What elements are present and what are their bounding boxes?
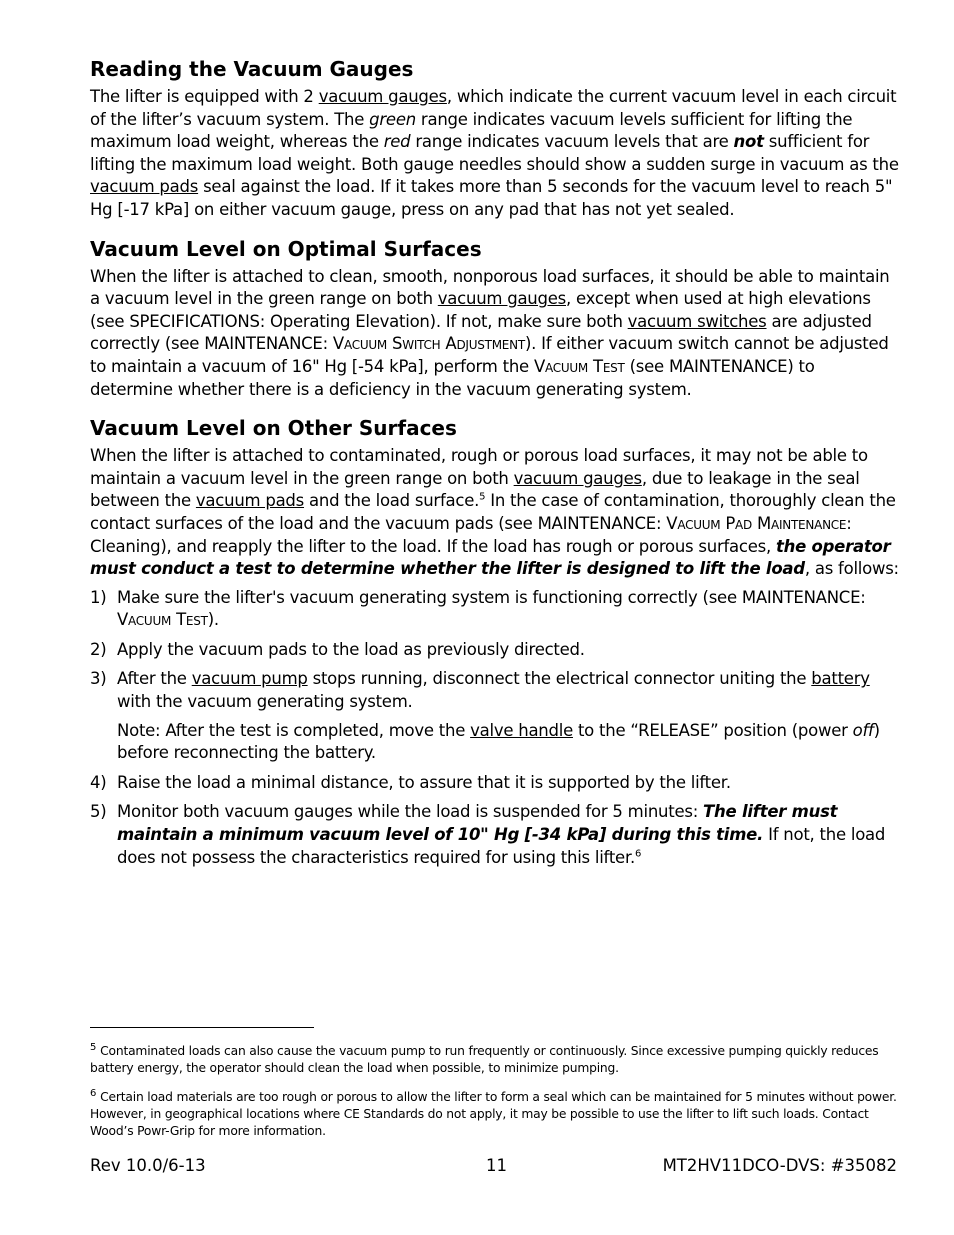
footnote-number: 6 bbox=[90, 1087, 97, 1099]
text: ) before reconnecting the battery. bbox=[117, 720, 880, 763]
term-vacuum-pads: vacuum pads bbox=[90, 177, 199, 197]
text: to the “RELEASE” position (power bbox=[572, 720, 853, 740]
page-footer bbox=[90, 1156, 897, 1180]
text: , except when used at high elevations (see SPECIFICATIONS: Operating Elevation). If not, make sure both bbox=[90, 289, 871, 331]
text: with the vacuum generating system. bbox=[117, 692, 413, 712]
term-vacuum-pads: vacuum pads bbox=[195, 491, 305, 511]
step-number: 5) bbox=[90, 802, 107, 822]
text: Apply the vacuum pads to the load as previously directed. bbox=[117, 639, 585, 659]
step-number: 3) bbox=[90, 669, 107, 689]
term-vacuum-gauges: vacuum gauges bbox=[437, 289, 566, 309]
text: are adjusted correctly (see MAINTENANCE: bbox=[90, 311, 872, 354]
emphasis-not: not bbox=[733, 132, 764, 152]
list-item bbox=[90, 639, 900, 662]
test-steps-list bbox=[90, 587, 900, 870]
text: (see MAINTENANCE) to determine whether there is a deficiency in the vacuum generating system. bbox=[90, 356, 815, 399]
ref-vacuum-test: Vacuum Test bbox=[533, 356, 625, 376]
emphasis-requirement: The lifter must maintain a minimum vacuum level of 10" Hg [-34 kPa] during this time. bbox=[117, 802, 838, 845]
step-number: 4) bbox=[90, 772, 107, 792]
paragraph-optimal-surfaces bbox=[90, 266, 900, 402]
text: , which indicate the current vacuum level in each circuit of the lifter’s vacuum system. The bbox=[90, 87, 897, 129]
list-item bbox=[90, 587, 900, 632]
paragraph-other-surfaces bbox=[90, 445, 900, 581]
ref-vacuum-test: Vacuum Test bbox=[117, 610, 208, 630]
text: After the bbox=[117, 669, 192, 689]
footnote-number: 5 bbox=[90, 1041, 97, 1053]
text: seal against the load. If it takes more than 5 seconds for the vacuum level to reach 5" Hg [-17 kPa] on either vacuum gauge, press on any pad that has not yet sealed. bbox=[90, 177, 893, 219]
term-vacuum-gauges: vacuum gauges bbox=[513, 468, 642, 488]
term-vacuum-gauges: vacuum gauges bbox=[318, 87, 447, 106]
text: When the lifter is attached to clean, smooth, nonporous load surfaces, it should be able to maintain a vacuum level in the green range on both bbox=[90, 266, 890, 309]
term-valve-handle: valve handle bbox=[470, 720, 573, 740]
page-body bbox=[90, 56, 900, 876]
revision-label: Rev 10.0/6-13 bbox=[90, 1156, 206, 1175]
text: , as follows: bbox=[804, 559, 899, 579]
page-number: 11 bbox=[486, 1156, 507, 1175]
text: stops running, disconnect the electrical connector uniting the bbox=[307, 669, 812, 689]
footnote-5 bbox=[90, 1043, 900, 1077]
document-id: MT2HV11DCO-DVS: #35082 bbox=[662, 1156, 897, 1175]
emphasis-red: red bbox=[383, 132, 411, 152]
text: In the case of contamination, thoroughly clean the contact surfaces of the load and the vacuum pads (see MAINTENANCE: bbox=[90, 491, 896, 533]
term-vacuum-switches: vacuum switches bbox=[627, 311, 767, 331]
text: sufficient for lifting the maximum load weight. Both gauge needles should show a sudden surge in vacuum as the bbox=[90, 132, 899, 174]
text: ). bbox=[207, 610, 219, 630]
term-vacuum-pump: vacuum pump bbox=[191, 669, 308, 689]
footnote-ref-6: 6 bbox=[634, 848, 642, 860]
footnote-text: Certain load materials are too rough or porous to allow the lifter to form a seal which can be maintained for 5 minutes without power. However, in geographical locations where CE Standards do not apply, it may be possible to use the lifter to lift such loads. Contact Wood’s Powr-Grip for more information. bbox=[90, 1090, 897, 1138]
text: If not, the load does not possess the characteristics required for using this lifter. bbox=[117, 825, 886, 867]
footnote-separator bbox=[90, 1027, 314, 1028]
text: The lifter is equipped with 2 bbox=[90, 87, 319, 106]
text: range indicates vacuum levels sufficient for lifting the maximum load weight, whereas the bbox=[90, 109, 853, 152]
list-item bbox=[90, 668, 900, 764]
list-item bbox=[90, 801, 900, 869]
step-number: 1) bbox=[90, 587, 107, 607]
text: ). If either vacuum switch cannot be adjusted to maintain a vacuum of 16" Hg [-54 kPa], perform the bbox=[90, 334, 889, 376]
footnote-6 bbox=[90, 1089, 900, 1140]
term-battery: battery bbox=[811, 669, 870, 689]
heading-other-surfaces: Vacuum Level on Other Surfaces bbox=[90, 416, 457, 441]
text: , due to leakage in the seal between the bbox=[90, 468, 860, 511]
text: and the load surface. bbox=[304, 491, 480, 511]
heading-reading-vacuum-gauges: Reading the Vacuum Gauges bbox=[90, 57, 414, 81]
heading-optimal-surfaces: Vacuum Level on Optimal Surfaces bbox=[90, 236, 482, 261]
footnote-ref-5: 5 bbox=[479, 491, 486, 503]
text: When the lifter is attached to contaminated, rough or porous load surfaces, it may not be able to maintain a vacuum level in the green range on both bbox=[90, 446, 868, 488]
ref-vacuum-switch-adjustment: Vacuum Switch Adjustment bbox=[332, 334, 525, 354]
emphasis-green: green bbox=[369, 109, 416, 129]
text: Make sure the lifter's vacuum generating system is functioning correctly (see MAINTENANCE: bbox=[117, 587, 866, 607]
text: Raise the load a minimal distance, to assure that it is supported by the lifter. bbox=[117, 772, 731, 792]
emphasis-off: off bbox=[852, 720, 874, 740]
list-item bbox=[90, 772, 900, 795]
text: : Cleaning), and reapply the lifter to the load. If the load has rough or porous surfaces, bbox=[90, 513, 852, 556]
step-number: 2) bbox=[90, 639, 107, 659]
footnote-text: Contaminated loads can also cause the vacuum pump to run frequently or continuously. Since excessive pumping quickly reduces battery energy, the operator should clean the load when possible, to minimize pumping. bbox=[90, 1044, 879, 1075]
emphasis-operator-test: the operator must conduct a test to determine whether the lifter is designed to lift the load bbox=[90, 536, 891, 579]
text: Note: After the test is completed, move the bbox=[117, 720, 471, 740]
paragraph-reading-gauges bbox=[90, 86, 900, 222]
text: Monitor both vacuum gauges while the load is suspended for 5 minutes: bbox=[117, 802, 704, 822]
text: range indicates vacuum levels that are bbox=[410, 132, 734, 152]
step-note bbox=[117, 720, 900, 765]
ref-vacuum-pad-maintenance: Vacuum Pad Maintenance bbox=[666, 513, 847, 533]
